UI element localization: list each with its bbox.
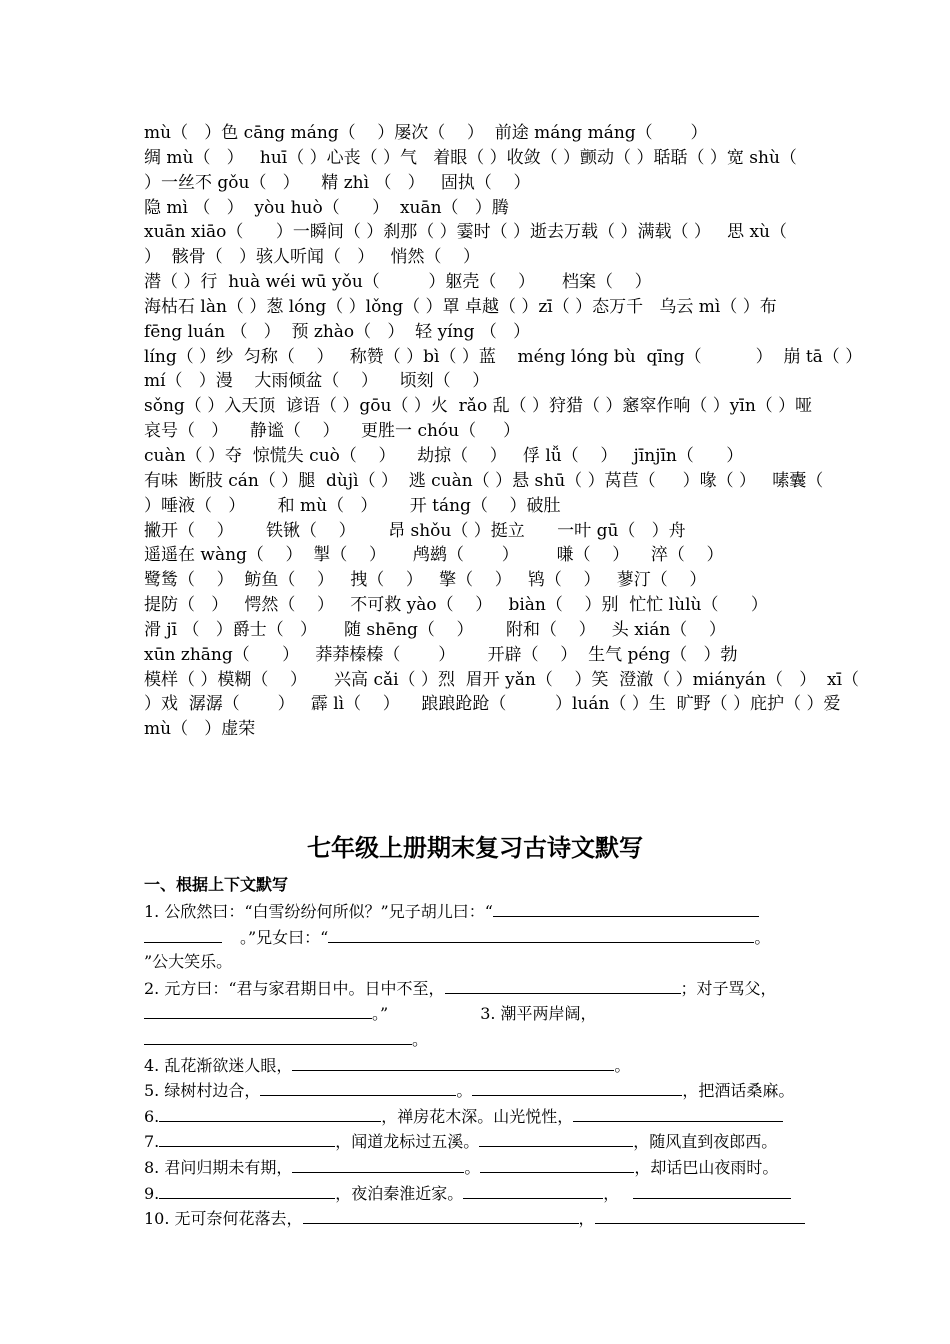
answer-blank[interactable]	[159, 1103, 381, 1122]
question-line	[144, 924, 820, 950]
poem-dictation-block	[144, 898, 820, 1231]
answer-blank[interactable]	[144, 1026, 412, 1045]
question-text: 。”兄女曰：“	[240, 927, 329, 947]
answer-blank[interactable]	[480, 1154, 634, 1173]
pinyin-line: ）戏 潺潺（ ） 霹 lì（ ） 踉踉跄跄（ ）luán（ ）生 旷野（ ）庇护（ ）爱	[144, 694, 841, 715]
answer-blank[interactable]	[159, 1180, 335, 1199]
pinyin-line: 潜（ ）行 huà wéi wū yǒu（ ）躯壳（ ） 档案（ ）	[144, 272, 652, 293]
pinyin-line: cuàn（ ）夺 惊慌失 cuò（ ） 劫掠（ ） 俘 lǚ（ ） jīnjīn（ ）	[144, 445, 744, 466]
question-text: 10. 无可奈何花落去，	[144, 1209, 303, 1229]
question-text: 2. 元方曰：“君与家君期日中。日中不至，	[144, 978, 445, 998]
pinyin-line: 提防（ ） 愕然（ ） 不可救 yào（ ） biàn（ ）别 忙忙 lùlù（ ）	[144, 595, 768, 616]
pinyin-line: xūn zhāng（ ） 莽莽榛榛（ ） 开辟（ ） 生气 péng（ ）勃	[144, 644, 738, 665]
pinyin-line: 鹭鸶（ ） 鲂鱼（ ） 拽（ ） 擎（ ） 鸨（ ） 蓼汀（ ）	[144, 570, 707, 591]
question-text: 8. 君问归期未有期，	[144, 1157, 293, 1177]
question-text: 5. 绿树村边合，	[144, 1081, 261, 1101]
question-text: 4. 乱花渐欲迷人眼，	[144, 1055, 293, 1075]
answer-blank[interactable]	[260, 1077, 456, 1096]
pinyin-line: 有味 断肢 cán（ ）腿 dùjì（ ） 逃 cuàn（ ）悬 shū（ ）莴苣（ ）喙（ ） 嗉囊（	[144, 470, 824, 491]
pinyin-line: 隐 mì （ ） yòu huò（ ） xuān（ ）腾	[144, 197, 509, 218]
question-text: 。	[456, 1081, 473, 1101]
pinyin-line: mù（ ）色 cāng máng（ ）屡次（ ） 前途 máng máng（ ）	[144, 123, 708, 143]
answer-blank[interactable]	[445, 975, 681, 994]
answer-blank[interactable]	[463, 1180, 603, 1199]
page-title: 七年级上册期末复习古诗文默写	[307, 834, 643, 862]
pinyin-line: 哀号（ ） 静谧（ ） 更胜一 chóu（ ）	[144, 421, 521, 442]
question-line	[144, 1128, 820, 1154]
question-text: ，夜泊秦淮近家。	[335, 1183, 464, 1203]
question-line	[144, 949, 820, 975]
pinyin-line: 滑 jī （ ）爵士（ ） 随 shēng（ ） 附和（ ） 头 xián（ ）	[144, 619, 726, 640]
question-text: 。”	[372, 1004, 389, 1024]
question-line	[144, 1077, 820, 1103]
answer-blank[interactable]	[144, 924, 222, 943]
pinyin-line: xuān xiāo（ ）一瞬间（ ）刹那（ ）霎时（ ）逝去万载（ ）满载（ ） 思 xù（	[144, 222, 788, 243]
question-text: ，	[603, 1183, 620, 1203]
question-text: 。	[614, 1055, 631, 1075]
question-line	[144, 1180, 820, 1206]
pinyin-line: ）一丝不 gǒu（ ） 精 zhì （ ） 固执（ ）	[144, 172, 531, 193]
question-text: ，却话巴山夜雨时。	[634, 1157, 779, 1177]
answer-blank[interactable]	[292, 1052, 614, 1071]
pinyin-exercise-block	[144, 121, 863, 742]
answer-blank[interactable]	[493, 898, 759, 917]
question-line	[144, 1000, 820, 1026]
question-text: ，闻道龙标过五溪。	[335, 1132, 480, 1152]
question-text: 7.	[144, 1132, 160, 1152]
question-line	[144, 975, 820, 1001]
question-text: 1. 公欣然曰：“白雪纷纷何所似？”兄子胡儿曰：“	[144, 902, 493, 921]
pinyin-line: mù（ ）虚荣	[144, 719, 256, 740]
pinyin-line: 撇开（ ） 铁锹（ ） 昂 shǒu（ ）挺立 一叶 gū（ ）舟	[144, 520, 686, 541]
answer-blank[interactable]	[328, 924, 754, 943]
pinyin-line: 遥遥在 wàng（ ） 掣（ ） 鸬鹚（ ） 嗛（ ） 淬（ ）	[144, 545, 724, 566]
answer-blank[interactable]	[144, 1000, 372, 1019]
question-text: 3. 潮平两岸阔，	[480, 1004, 597, 1024]
answer-blank[interactable]	[292, 1154, 464, 1173]
question-line	[144, 1154, 820, 1180]
section-heading: 一、根据上下文默写	[144, 875, 289, 894]
question-text: ”公大笑乐。	[144, 952, 233, 972]
question-text: ，把酒话桑麻。	[682, 1081, 795, 1101]
question-text: 。	[412, 1029, 429, 1049]
question-text: ，禅房花木深。山光悦性，	[381, 1106, 574, 1126]
answer-blank[interactable]	[595, 1205, 805, 1224]
pinyin-line: 模样（ ）模糊（ ） 兴高 cǎi（ ）烈 眉开 yǎn（ ）笑 澄澈（ ）miányán（ ） xī（	[144, 669, 860, 690]
answer-blank[interactable]	[159, 1128, 335, 1147]
question-text: ，	[578, 1209, 595, 1229]
question-text: 9.	[144, 1183, 160, 1203]
answer-blank[interactable]	[472, 1077, 682, 1096]
question-text: ，随风直到夜郎西。	[633, 1132, 778, 1152]
question-text: 。	[754, 927, 771, 947]
question-text: 6.	[144, 1106, 160, 1126]
question-line	[144, 1026, 820, 1052]
question-text: ；对子骂父，	[680, 978, 777, 998]
answer-blank[interactable]	[479, 1128, 633, 1147]
pinyin-line: 绸 mù（ ） huī（ ）心丧（ ）气 着眼（ ）收敛（ ）颤动（ ）聒聒（ ）宽 shù（	[144, 147, 797, 168]
question-line	[144, 1052, 820, 1078]
answer-blank[interactable]	[573, 1103, 783, 1122]
pinyin-line: líng（ ）纱 匀称（ ） 称赞（ ）bì（ ）蓝 méng lóng bù qīng（ ） 崩 tā（ ）	[144, 346, 863, 367]
question-line	[144, 1103, 820, 1129]
answer-blank[interactable]	[633, 1180, 791, 1199]
pinyin-line: ） 骸骨（ ）骇人听闻（ ） 悄然（ ）	[144, 247, 481, 268]
pinyin-line: mí（ ）漫 大雨倾盆（ ） 顷刻（ ）	[144, 371, 490, 392]
question-text: 。	[464, 1157, 481, 1177]
answer-blank[interactable]	[303, 1205, 579, 1224]
pinyin-line: ）唾液（ ） 和 mù（ ） 开 táng（ ）破肚	[144, 495, 561, 516]
pinyin-line: fēng luán （ ） 预 zhào（ ） 轻 yíng （ ）	[144, 321, 531, 342]
question-line	[144, 898, 820, 924]
question-line	[144, 1205, 820, 1231]
pinyin-line: sǒng（ ）入天顶 谚语（ ）gōu（ ）火 rǎo 乱（ ）狩猎（ ）窸窣作响（ ）yīn（ ）哑	[144, 396, 813, 417]
pinyin-line: 海枯石 làn（ ）葱 lóng（ ）lǒng（ ）罩 卓越（ ）zī（ ）态万千 乌云 mì（ ）布	[144, 296, 777, 317]
